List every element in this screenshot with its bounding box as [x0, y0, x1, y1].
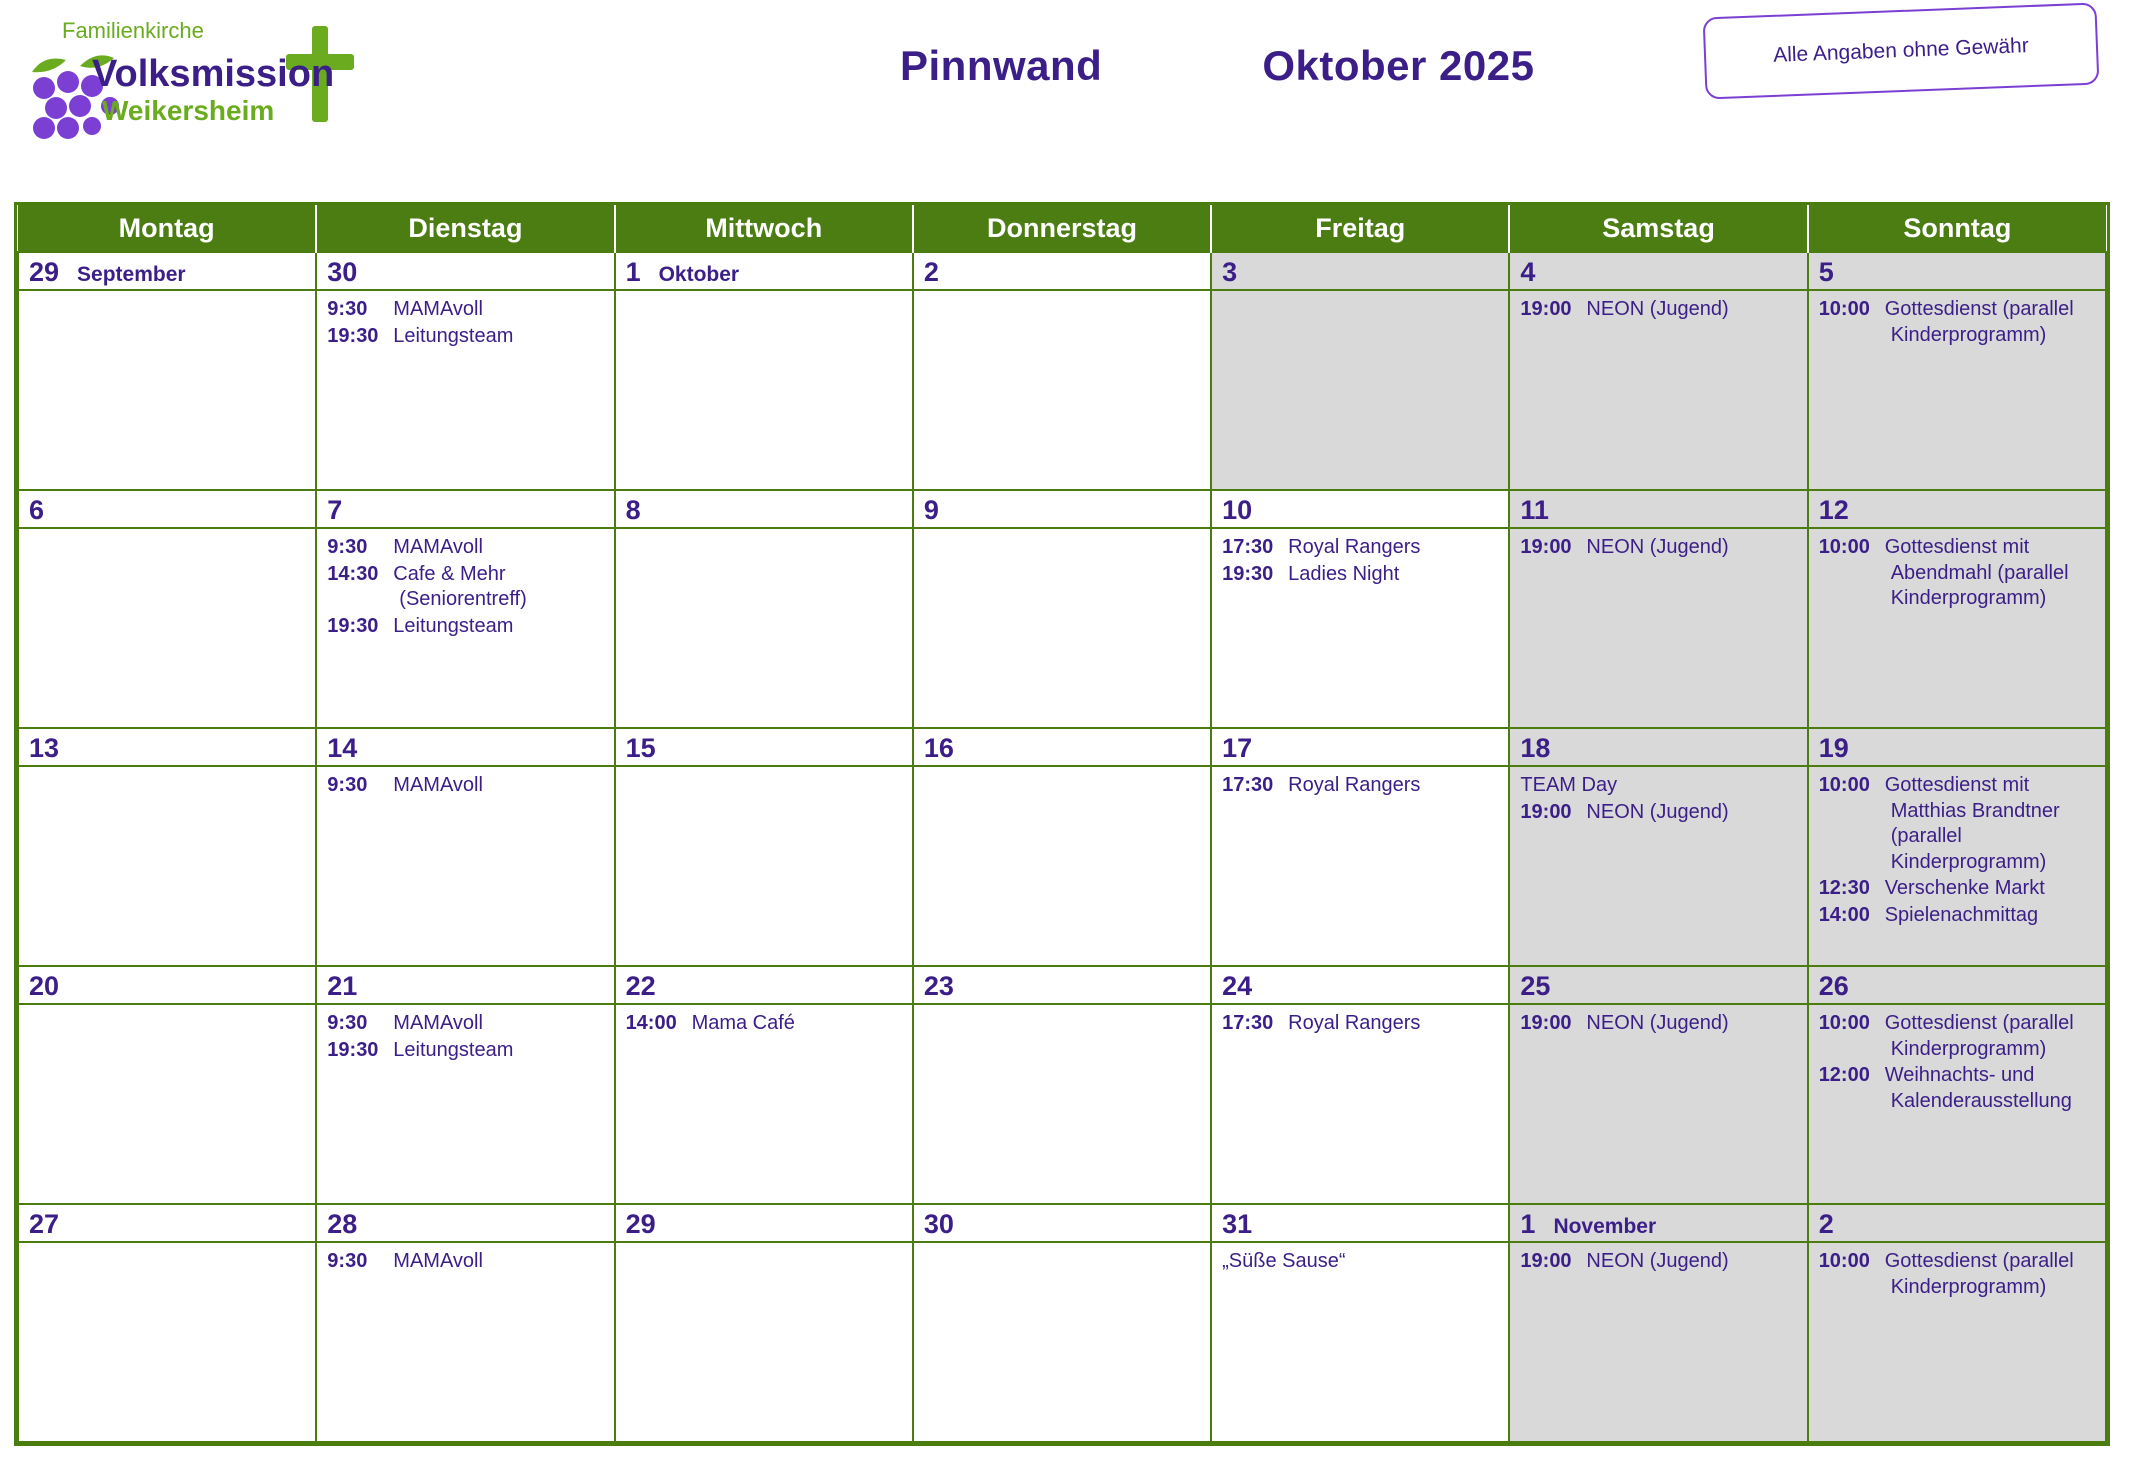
event-list: [914, 291, 1210, 301]
event-title: Royal Rangers: [1288, 774, 1421, 796]
day-number: 3: [1222, 257, 1238, 287]
day-number-row: [616, 1205, 912, 1243]
event-title: Leitungsteam: [393, 1038, 514, 1061]
weekday-header-dienstag: Dienstag: [316, 205, 614, 252]
event-list: [317, 291, 613, 354]
event-time: 10:00: [1818, 298, 1870, 320]
calendar-week-row: [18, 728, 2106, 966]
day-number: 21: [327, 971, 358, 1001]
event-list: [616, 1005, 912, 1042]
day-number-row: [616, 491, 912, 529]
event-time: 19:00: [1520, 298, 1572, 320]
day-cell[interactable]: [18, 1204, 316, 1442]
event-time: 17:30: [1222, 774, 1274, 796]
svg-text:Familienkirche: Familienkirche: [62, 18, 204, 43]
event-list: [19, 291, 315, 301]
event-item[interactable]: [1819, 1249, 2097, 1300]
event-item[interactable]: [626, 1011, 904, 1037]
page-title: Pinnwand: [900, 42, 1103, 89]
event-list: [317, 1243, 613, 1280]
event-item[interactable]: [1222, 1011, 1500, 1037]
day-number-row: [19, 491, 315, 529]
month-title: Oktober 2025: [1262, 42, 1535, 89]
day-cell[interactable]: [1808, 728, 2106, 966]
event-title: MAMAvoll: [393, 298, 483, 320]
event-list: [914, 1005, 1210, 1015]
day-number-row: [19, 729, 315, 767]
day-number: 22: [625, 971, 656, 1001]
day-cell[interactable]: [316, 1204, 614, 1442]
event-item[interactable]: [1819, 297, 2097, 348]
event-list: [19, 1005, 315, 1015]
month-label: Oktober: [658, 263, 740, 286]
day-number: 17: [1222, 733, 1253, 763]
event-title: MAMAvoll: [393, 1250, 483, 1272]
day-cell[interactable]: [18, 490, 316, 728]
event-list: [1212, 767, 1508, 804]
event-item[interactable]: [1819, 1063, 2097, 1114]
day-number: 13: [29, 733, 60, 763]
day-cell[interactable]: [316, 728, 614, 966]
event-time: 14:00: [1818, 903, 1870, 926]
event-title: Spielenachmittag: [1884, 903, 2039, 926]
event-item[interactable]: [1520, 800, 1798, 826]
event-list: [1809, 291, 2105, 353]
event-list: [1809, 767, 2105, 934]
day-cell[interactable]: [18, 252, 316, 490]
day-number: 1: [1520, 1209, 1536, 1239]
event-time: 14:30: [327, 562, 379, 585]
event-title: „Süße Sause“: [1222, 1250, 1346, 1272]
day-number-row: [317, 729, 613, 767]
event-title: Ladies Night: [1288, 562, 1400, 585]
event-list: [1809, 1243, 2105, 1305]
day-number-row: [1809, 491, 2105, 529]
event-item[interactable]: [327, 562, 605, 613]
event-title: Gottesdienst (parallel Kinderprogramm): [1884, 298, 2074, 346]
weekday-header-sonntag: Sonntag: [1808, 205, 2106, 252]
day-number: 1: [625, 257, 641, 287]
event-title: NEON (Jugend): [1586, 1012, 1729, 1034]
day-number-row: [914, 967, 1210, 1005]
event-list: [1809, 529, 2105, 617]
event-title: Gottesdienst mit Abendmahl (parallel Kinderprogramm): [1884, 536, 2069, 610]
event-item[interactable]: [1520, 297, 1798, 323]
event-item[interactable]: [327, 297, 605, 323]
day-cell[interactable]: [1211, 966, 1509, 1204]
day-number-row: [1809, 253, 2105, 291]
event-time: 10:00: [1818, 774, 1870, 796]
event-item[interactable]: [327, 324, 605, 350]
day-number: 26: [1818, 971, 1849, 1001]
event-title: Gottesdienst mit Matthias Brandtner (parallel Kinderprogramm): [1884, 774, 2060, 873]
event-list: [1212, 291, 1508, 301]
event-list: [19, 767, 315, 777]
event-time: 10:00: [1818, 1250, 1870, 1272]
event-list: [1510, 291, 1806, 328]
logo: [14, 16, 374, 151]
day-number: 18: [1520, 733, 1551, 763]
event-item[interactable]: [1819, 876, 2097, 902]
day-number-row: [19, 967, 315, 1005]
event-time: 9:30: [327, 1250, 368, 1272]
event-time: 9:30: [327, 536, 368, 558]
event-title: Leitungsteam: [393, 614, 514, 637]
svg-text:Weikersheim: Weikersheim: [102, 95, 275, 126]
event-time: 10:00: [1818, 1012, 1870, 1034]
event-time: 9:30: [327, 774, 368, 796]
calendar-grid: [14, 202, 2110, 1446]
calendar-table: [17, 205, 2107, 1443]
event-time: 14:00: [625, 1012, 677, 1034]
event-time: 19:30: [1222, 562, 1274, 585]
day-number: 29: [625, 1209, 656, 1239]
day-number: 16: [923, 733, 954, 763]
day-number: 4: [1520, 257, 1536, 287]
day-cell[interactable]: [1211, 490, 1509, 728]
day-number-row: [1510, 491, 1806, 529]
day-cell[interactable]: [18, 966, 316, 1204]
day-cell[interactable]: [615, 966, 913, 1204]
day-cell[interactable]: [615, 490, 913, 728]
event-list: [914, 1243, 1210, 1253]
day-cell[interactable]: [316, 252, 614, 490]
day-cell[interactable]: [1808, 966, 2106, 1204]
day-number-row: [317, 253, 613, 291]
event-title: Royal Rangers: [1288, 1012, 1421, 1034]
day-number: 12: [1818, 495, 1849, 525]
day-number: 20: [29, 971, 60, 1001]
day-number-row: [1212, 729, 1508, 767]
disclaimer-box: [1703, 2, 2100, 99]
day-number: 15: [625, 733, 656, 763]
calendar-week-row: [18, 490, 2106, 728]
event-item[interactable]: [1520, 1011, 1798, 1037]
event-item[interactable]: [327, 1249, 605, 1275]
event-title: Cafe & Mehr (Seniorentreff): [393, 562, 527, 611]
day-number: 24: [1222, 971, 1253, 1001]
day-cell[interactable]: [1808, 490, 2106, 728]
day-number: 23: [923, 971, 954, 1001]
event-time: 19:00: [1520, 536, 1572, 558]
event-title: Gottesdienst (parallel Kinderprogramm): [1884, 1250, 2074, 1298]
day-cell[interactable]: [1808, 252, 2106, 490]
title-block: [900, 42, 1534, 90]
day-number-row: [914, 253, 1210, 291]
event-title: Weihnachts- und Kalenderausstellung: [1884, 1064, 2072, 1112]
day-number: 14: [327, 733, 358, 763]
event-item[interactable]: [327, 535, 605, 561]
day-number-row: [914, 729, 1210, 767]
event-list: [1510, 767, 1806, 830]
day-number-row: [616, 729, 912, 767]
day-number-row: [1510, 1205, 1806, 1243]
disclaimer-text: Alle Angaben ohne Gewähr: [1772, 34, 2030, 67]
day-cell[interactable]: [1509, 728, 1807, 966]
day-number: 6: [29, 495, 45, 525]
event-time: 19:30: [327, 1038, 379, 1061]
day-number: 11: [1520, 495, 1549, 525]
event-list: [1212, 1005, 1508, 1042]
day-number-row: [19, 253, 315, 291]
day-cell[interactable]: [1211, 252, 1509, 490]
event-list: [317, 1005, 613, 1068]
day-number: 9: [923, 495, 939, 525]
event-title: MAMAvoll: [393, 1012, 483, 1034]
day-number: 30: [923, 1209, 954, 1239]
day-cell[interactable]: [1509, 1204, 1807, 1442]
event-list: [1809, 1005, 2105, 1119]
event-time: 12:30: [1818, 877, 1870, 900]
event-title: NEON (Jugend): [1586, 800, 1729, 823]
day-cell[interactable]: [1808, 1204, 2106, 1442]
event-item[interactable]: [1222, 1249, 1500, 1275]
day-number: 31: [1222, 1209, 1253, 1239]
day-cell[interactable]: [615, 1204, 913, 1442]
day-number-row: [317, 967, 613, 1005]
day-number: 7: [327, 495, 343, 525]
day-cell[interactable]: [1211, 728, 1509, 966]
day-number: 19: [1818, 733, 1849, 763]
event-time: 10:00: [1818, 536, 1870, 558]
day-number-row: [914, 1205, 1210, 1243]
event-title: Royal Rangers: [1288, 536, 1421, 558]
event-title: Leitungsteam: [393, 324, 514, 347]
svg-text:Volksmission: Volksmission: [92, 53, 335, 95]
event-list: [616, 767, 912, 777]
weekday-header-donnerstag: Donnerstag: [913, 205, 1211, 252]
event-item[interactable]: [1520, 1249, 1798, 1275]
event-title: Verschenke Markt: [1884, 877, 2045, 900]
event-time: 9:30: [327, 1012, 368, 1034]
event-time: 9:30: [327, 298, 368, 320]
day-number-row: [19, 1205, 315, 1243]
day-number-row: [317, 491, 613, 529]
event-title: NEON (Jugend): [1586, 298, 1729, 320]
event-item[interactable]: [327, 773, 605, 799]
event-time: 19:00: [1520, 1250, 1572, 1272]
day-number: 8: [625, 495, 641, 525]
weekday-header-row: [18, 205, 2106, 252]
event-list: [616, 291, 912, 301]
event-list: [317, 529, 613, 644]
day-number: 2: [923, 257, 939, 287]
day-cell[interactable]: [316, 966, 614, 1204]
day-cell[interactable]: [913, 252, 1211, 490]
day-number-row: [1212, 253, 1508, 291]
day-number: 28: [327, 1209, 358, 1239]
event-list: [19, 529, 315, 539]
event-list: [317, 767, 613, 804]
weekday-header-samstag: Samstag: [1509, 205, 1807, 252]
day-number-row: [1809, 729, 2105, 767]
calendar-week-row: [18, 1204, 2106, 1442]
day-cell[interactable]: [1509, 966, 1807, 1204]
event-list: [1212, 1243, 1508, 1280]
event-item[interactable]: [1819, 1011, 2097, 1062]
event-time: 12:00: [1818, 1064, 1870, 1087]
day-number: 27: [29, 1209, 60, 1239]
day-number-row: [317, 1205, 613, 1243]
day-number-row: [1510, 967, 1806, 1005]
event-list: [1212, 529, 1508, 592]
event-title: MAMAvoll: [393, 774, 483, 796]
event-item[interactable]: [1222, 562, 1500, 588]
weekday-header-freitag: Freitag: [1211, 205, 1509, 252]
day-number-row: [1510, 729, 1806, 767]
event-time: 17:30: [1222, 536, 1274, 558]
day-number-row: [1212, 491, 1508, 529]
event-item[interactable]: [1819, 773, 2097, 875]
day-number-row: [616, 967, 912, 1005]
day-number: 25: [1520, 971, 1551, 1001]
weekday-header-mittwoch: Mittwoch: [615, 205, 913, 252]
event-item[interactable]: [1222, 773, 1500, 799]
event-title: MAMAvoll: [393, 536, 483, 558]
event-list: [1510, 529, 1806, 566]
event-item[interactable]: [327, 1038, 605, 1064]
event-item[interactable]: [327, 1011, 605, 1037]
calendar-body: [18, 252, 2106, 1442]
event-title: Gottesdienst (parallel Kinderprogramm): [1884, 1012, 2074, 1060]
event-time: 19:30: [327, 324, 379, 347]
day-number: 30: [327, 257, 358, 287]
day-cell[interactable]: [1509, 490, 1807, 728]
day-number-row: [616, 253, 912, 291]
day-number-row: [1809, 967, 2105, 1005]
event-list: [914, 767, 1210, 777]
month-label: September: [77, 263, 186, 286]
event-list: [914, 529, 1210, 539]
event-title: TEAM Day: [1520, 774, 1618, 796]
day-number-row: [1809, 1205, 2105, 1243]
event-title: Mama Café: [691, 1012, 795, 1034]
day-cell[interactable]: [913, 728, 1211, 966]
event-item[interactable]: [1222, 535, 1500, 561]
event-list: [616, 1243, 912, 1253]
day-number-row: [1510, 253, 1806, 291]
day-number-row: [1212, 967, 1508, 1005]
event-list: [19, 1243, 315, 1253]
event-item[interactable]: [1520, 535, 1798, 561]
day-cell[interactable]: [316, 490, 614, 728]
event-list: [1510, 1243, 1806, 1280]
event-item[interactable]: [1819, 903, 2097, 929]
day-cell[interactable]: [615, 728, 913, 966]
event-item[interactable]: [1819, 535, 2097, 612]
weekday-header-montag: Montag: [18, 205, 316, 252]
event-time: 19:00: [1520, 800, 1572, 823]
day-cell[interactable]: [1509, 252, 1807, 490]
event-item[interactable]: [1520, 773, 1798, 799]
event-item[interactable]: [327, 614, 605, 640]
day-cell[interactable]: [913, 490, 1211, 728]
day-number: 10: [1222, 495, 1253, 525]
day-cell[interactable]: [913, 966, 1211, 1204]
event-list: [616, 529, 912, 539]
day-cell[interactable]: [1211, 1204, 1509, 1442]
calendar-week-row: [18, 966, 2106, 1204]
event-time: 17:30: [1222, 1012, 1274, 1034]
day-number: 5: [1818, 257, 1834, 287]
page-header: [0, 0, 2134, 190]
event-list: [1510, 1005, 1806, 1042]
day-number: 29: [29, 257, 60, 287]
calendar-week-row: [18, 252, 2106, 490]
day-cell[interactable]: [615, 252, 913, 490]
event-time: 19:30: [327, 614, 379, 637]
event-title: NEON (Jugend): [1586, 1250, 1729, 1272]
day-cell[interactable]: [913, 1204, 1211, 1442]
day-number-row: [1212, 1205, 1508, 1243]
day-cell[interactable]: [18, 728, 316, 966]
month-label: November: [1553, 1215, 1657, 1238]
day-number-row: [914, 491, 1210, 529]
event-time: 19:00: [1520, 1012, 1572, 1034]
event-title: NEON (Jugend): [1586, 536, 1729, 558]
day-number: 2: [1818, 1209, 1834, 1239]
